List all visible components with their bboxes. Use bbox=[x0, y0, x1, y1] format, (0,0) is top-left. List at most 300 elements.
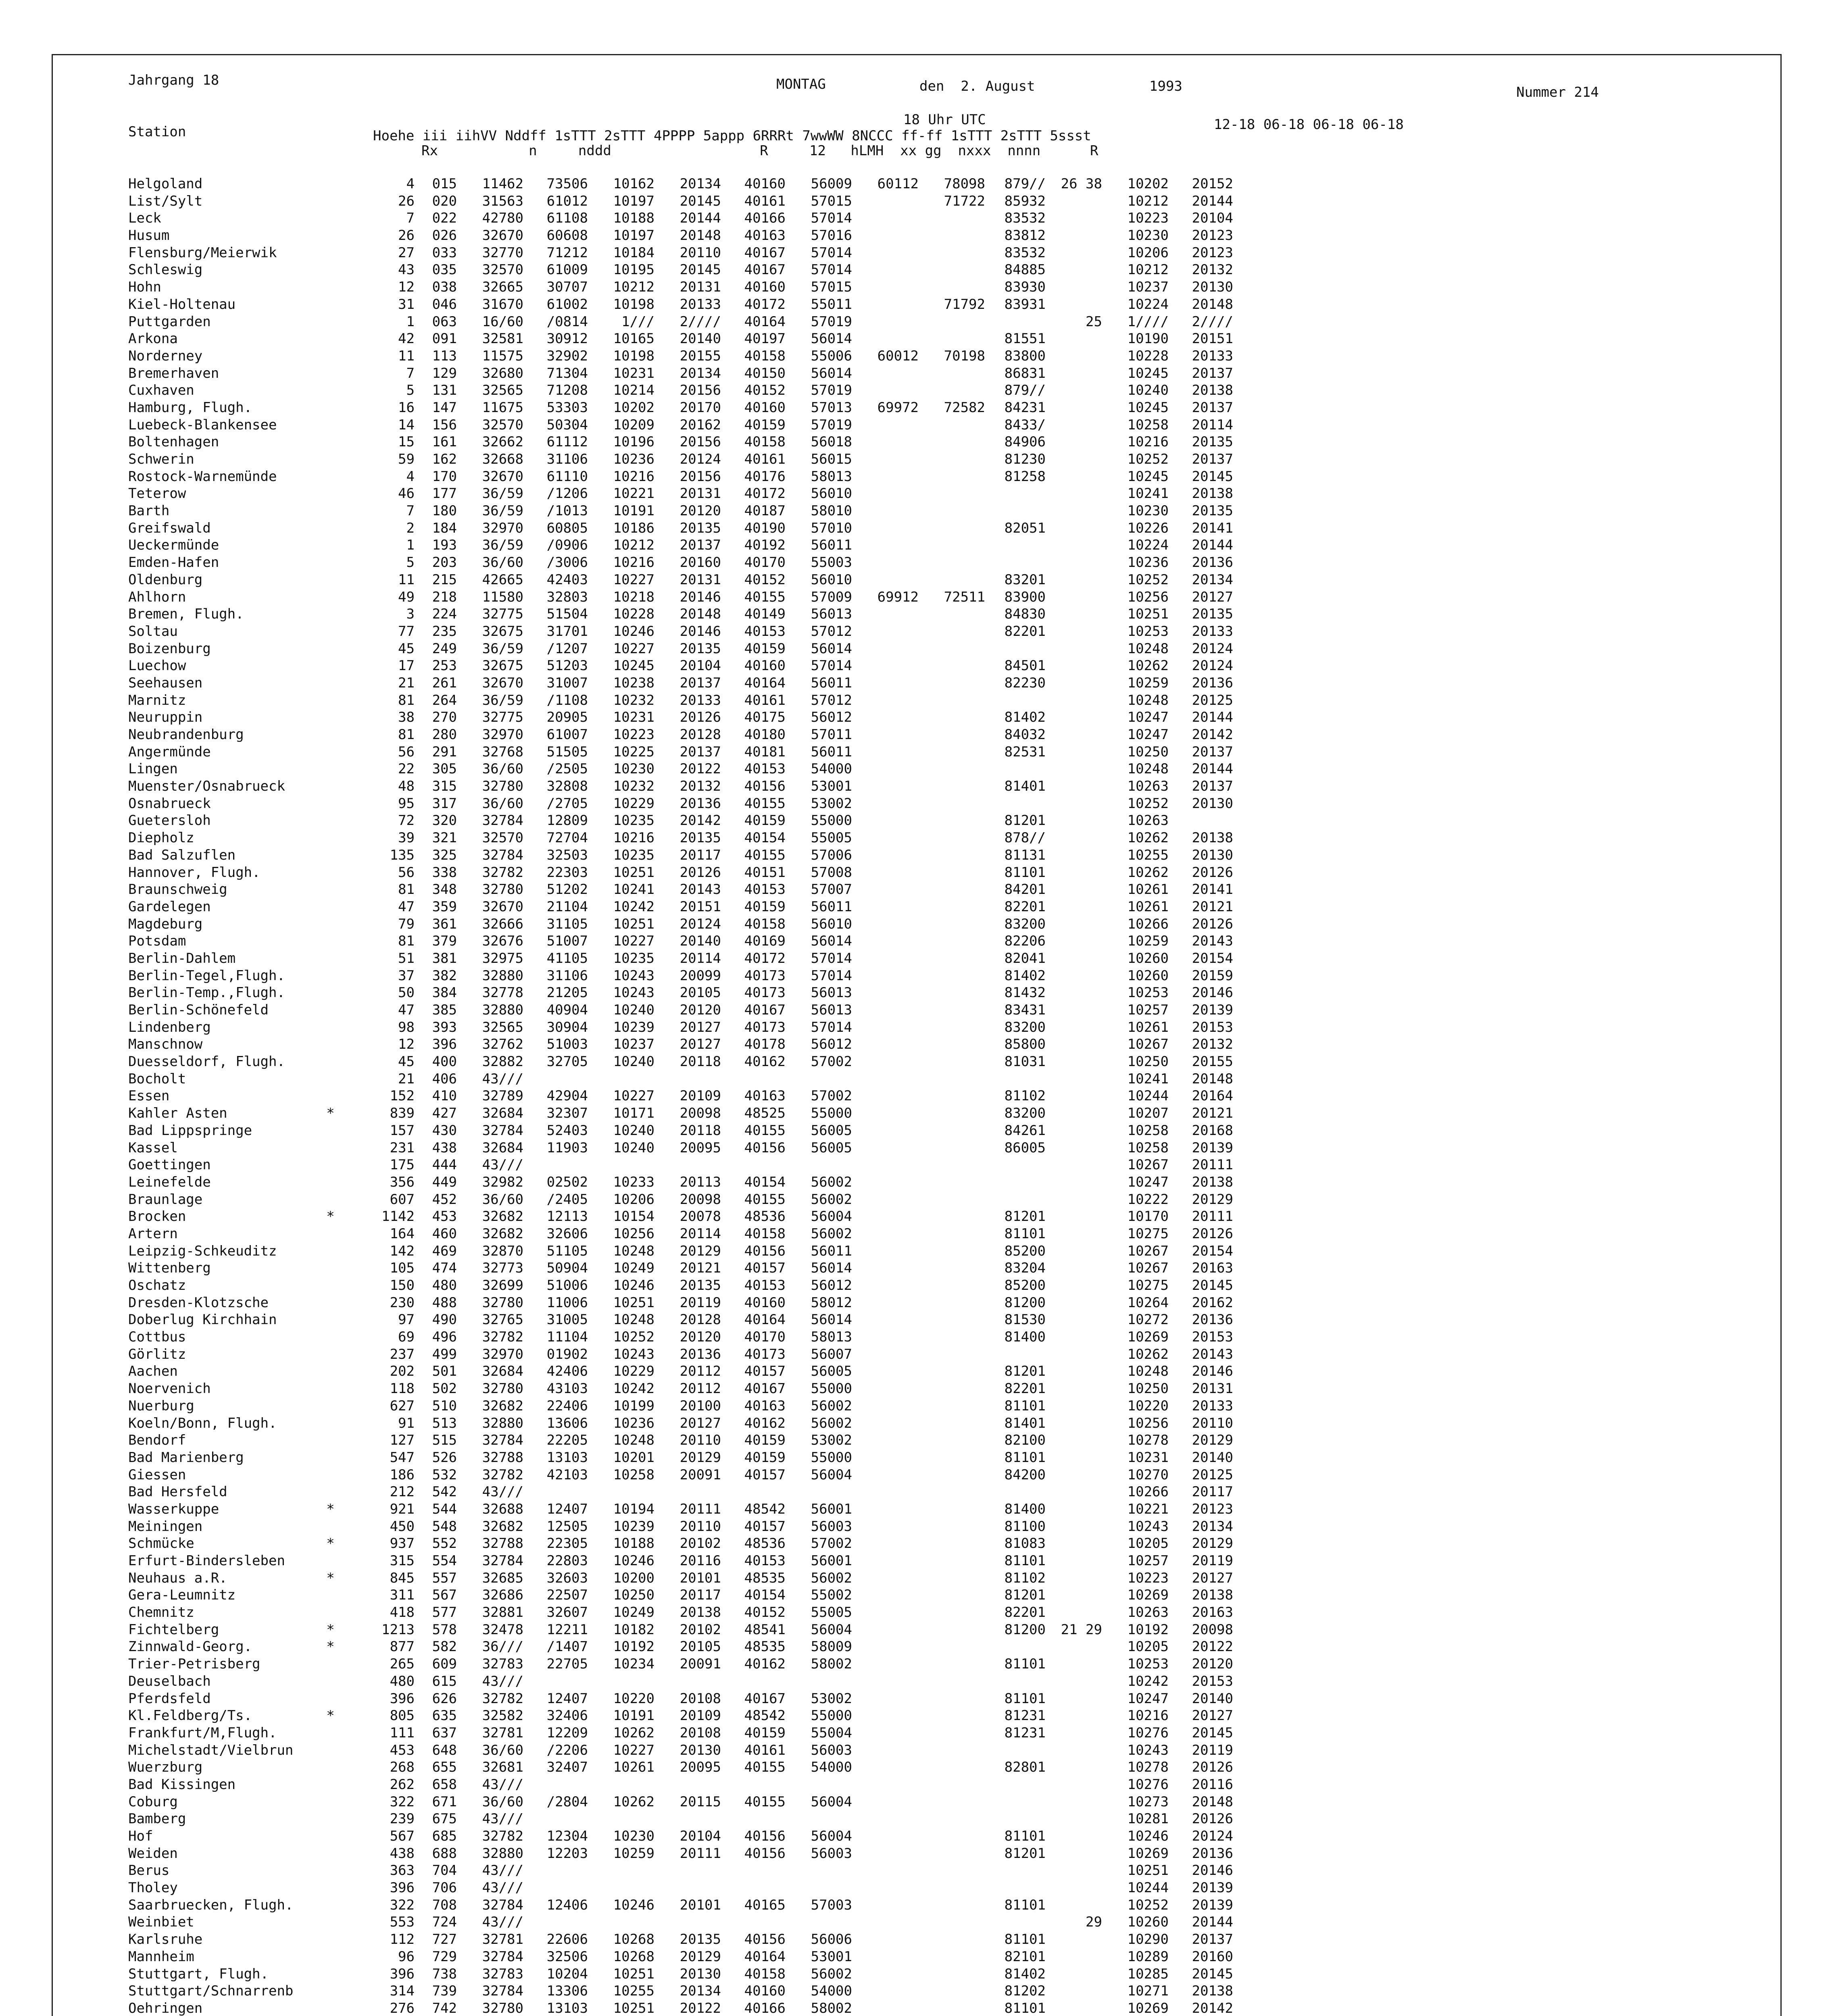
group-2sttt-06: 20129 bbox=[1192, 1432, 1233, 1449]
station-index: 170 bbox=[432, 468, 457, 485]
station-name: Braunschweig bbox=[128, 881, 227, 898]
group-8nccc: 81101 bbox=[1004, 1828, 1046, 1844]
group-5appp: 56009 bbox=[811, 176, 852, 192]
station-name: Nuerburg bbox=[128, 1397, 194, 1414]
group-1sttt-06: 10258 bbox=[1127, 1122, 1169, 1139]
table-row bbox=[128, 520, 1233, 537]
group-1sttt: 10214 bbox=[613, 382, 654, 399]
group-5appp: 57019 bbox=[811, 313, 852, 330]
table-row bbox=[128, 847, 1233, 864]
group-7wwww: 78098 bbox=[944, 176, 985, 192]
group-1sttt-06: 10212 bbox=[1127, 193, 1169, 209]
group-iihvv: 32565 bbox=[482, 1019, 523, 1035]
table-row bbox=[128, 1587, 1233, 1604]
station-elevation: 265 bbox=[390, 1656, 415, 1672]
group-1sttt-06: 1//// bbox=[1127, 313, 1169, 330]
group-iihvv: 32686 bbox=[482, 1587, 523, 1604]
group-nddff: 12113 bbox=[546, 1208, 588, 1225]
group-iihvv: 11575 bbox=[482, 348, 523, 364]
station-index: 315 bbox=[432, 778, 457, 795]
station-name: Doberlug Kirchhain bbox=[128, 1312, 277, 1328]
group-1sttt: 10154 bbox=[613, 1208, 654, 1225]
station-name: Potsdam bbox=[128, 933, 186, 950]
group-6rrrt: 69972 bbox=[877, 399, 919, 416]
group-8nccc: 84201 bbox=[1004, 881, 1046, 898]
group-1sttt-06: 10285 bbox=[1127, 1966, 1169, 1982]
group-5appp: 57010 bbox=[811, 520, 852, 536]
group-iihvv: 32970 bbox=[482, 1346, 523, 1362]
table-row bbox=[128, 1260, 1233, 1277]
table-row bbox=[128, 175, 1233, 193]
group-2sttt-06: 20145 bbox=[1192, 1724, 1233, 1741]
station-name: Noervenich bbox=[128, 1381, 211, 1397]
group-2sttt: 20145 bbox=[680, 193, 721, 209]
group-1sttt-06: 10258 bbox=[1127, 417, 1169, 433]
group-iihvv: 36/60 bbox=[482, 554, 523, 571]
group-4pppp: 40173 bbox=[744, 1019, 786, 1035]
group-5appp: 57007 bbox=[811, 881, 852, 898]
station-index: 156 bbox=[432, 417, 457, 433]
group-5appp: 57002 bbox=[811, 1054, 852, 1070]
group-4pppp: 40157 bbox=[744, 1363, 786, 1380]
table-row bbox=[128, 365, 1233, 382]
group-2sttt: 20127 bbox=[680, 1036, 721, 1053]
group-2sttt: 20118 bbox=[680, 1054, 721, 1070]
group-iihvv: 32666 bbox=[482, 916, 523, 932]
group-5appp: 57011 bbox=[811, 727, 852, 743]
group-5appp: 57012 bbox=[811, 623, 852, 639]
station-elevation: 547 bbox=[390, 1449, 415, 1466]
group-5appp: 53002 bbox=[811, 795, 852, 812]
station-name: Husum bbox=[128, 227, 170, 244]
group-1sttt-06: 10221 bbox=[1127, 1501, 1169, 1517]
group-ff-ff: 25 bbox=[1086, 313, 1102, 330]
group-8nccc: 81031 bbox=[1004, 1054, 1046, 1070]
table-row bbox=[128, 1053, 1233, 1070]
group-1sttt-06: 10289 bbox=[1127, 1948, 1169, 1965]
group-5appp: 54000 bbox=[811, 1759, 852, 1776]
group-iihvv: 32982 bbox=[482, 1174, 523, 1190]
group-2sttt: 20133 bbox=[680, 296, 721, 312]
group-1sttt-06: 10267 bbox=[1127, 1243, 1169, 1259]
station-name: Kl.Feldberg/Ts. * bbox=[128, 1708, 335, 1724]
group-1sttt-06: 10252 bbox=[1127, 1897, 1169, 1913]
group-1sttt-06: 10248 bbox=[1127, 640, 1169, 657]
group-2sttt-06: 20138 bbox=[1192, 1587, 1233, 1604]
station-name: Neuhaus a.R. * bbox=[128, 1570, 335, 1586]
group-iihvv: 32773 bbox=[482, 1260, 523, 1277]
group-2sttt: 20138 bbox=[680, 1604, 721, 1621]
station-elevation: 322 bbox=[390, 1793, 415, 1810]
group-2sttt-06: 20136 bbox=[1192, 554, 1233, 571]
table-row bbox=[128, 709, 1233, 726]
group-2sttt-06: 20122 bbox=[1192, 1639, 1233, 1655]
station-index: 427 bbox=[432, 1105, 457, 1122]
group-8nccc: 81401 bbox=[1004, 1415, 1046, 1431]
station-name: Bremerhaven bbox=[128, 365, 219, 381]
group-1sttt-06: 10267 bbox=[1127, 1036, 1169, 1053]
group-1sttt-06: 10240 bbox=[1127, 382, 1169, 399]
station-name: Schwerin bbox=[128, 451, 194, 467]
station-name: Bocholt bbox=[128, 1070, 186, 1087]
group-2sttt-06: 20154 bbox=[1192, 950, 1233, 966]
table-row bbox=[128, 1897, 1233, 1914]
group-nddff: 12809 bbox=[546, 812, 588, 829]
group-1sttt-06: 10223 bbox=[1127, 1570, 1169, 1586]
group-1sttt: 10240 bbox=[613, 1122, 654, 1139]
group-1sttt-06: 10258 bbox=[1127, 1139, 1169, 1156]
column-header-line1: Hoehe iii iihVV Nddff 1sTTT 2sTTT 4PPPP 5appp 6RRRt 7wwWW 8NCCC ff-ff 1sTTT 2sTTT 5ssst bbox=[373, 128, 1091, 144]
group-4pppp: 40156 bbox=[744, 1139, 786, 1156]
group-2sttt: 20116 bbox=[680, 1553, 721, 1569]
group-iihvv: 32682 bbox=[482, 1208, 523, 1225]
group-iihvv: 32783 bbox=[482, 1966, 523, 1982]
station-header: Station bbox=[128, 124, 186, 140]
group-5appp: 55000 bbox=[811, 1105, 852, 1122]
group-4pppp: 40156 bbox=[744, 778, 786, 795]
station-index: 515 bbox=[432, 1432, 457, 1449]
station-index: 609 bbox=[432, 1656, 457, 1672]
group-2sttt: 20112 bbox=[680, 1363, 721, 1380]
group-4pppp: 40155 bbox=[744, 1793, 786, 1810]
group-2sttt-06: 20139 bbox=[1192, 1139, 1233, 1156]
station-elevation: 127 bbox=[390, 1432, 415, 1449]
group-4pppp: 40149 bbox=[744, 606, 786, 623]
station-elevation: 1 bbox=[406, 313, 415, 330]
group-2sttt-06: 20138 bbox=[1192, 382, 1233, 399]
station-index: 379 bbox=[432, 933, 457, 950]
group-1sttt: 10230 bbox=[613, 761, 654, 777]
group-7wwww: 71722 bbox=[944, 193, 985, 209]
station-index: 338 bbox=[432, 864, 457, 881]
group-4pppp: 40187 bbox=[744, 503, 786, 519]
group-8nccc: 85800 bbox=[1004, 1036, 1046, 1053]
station-name: Schmücke * bbox=[128, 1535, 335, 1552]
group-iihvv: 43/// bbox=[482, 1811, 523, 1827]
group-5appp: 56013 bbox=[811, 606, 852, 623]
group-iihvv: 32768 bbox=[482, 744, 523, 760]
station-elevation: 12 bbox=[398, 1036, 415, 1053]
station-elevation: 845 bbox=[390, 1570, 415, 1586]
station-name: Greifswald bbox=[128, 520, 211, 536]
group-1sttt: 10216 bbox=[613, 468, 654, 485]
group-iihvv: 32765 bbox=[482, 1312, 523, 1328]
group-iihvv: 32782 bbox=[482, 1466, 523, 1483]
group-1sttt: 10238 bbox=[613, 675, 654, 691]
group-2sttt-06: 20163 bbox=[1192, 1260, 1233, 1277]
group-2sttt-06: 20139 bbox=[1192, 1897, 1233, 1913]
group-nddff: 32803 bbox=[546, 589, 588, 605]
group-2sttt-06: 20125 bbox=[1192, 1466, 1233, 1483]
table-row bbox=[128, 606, 1233, 623]
table-row bbox=[128, 1638, 1233, 1656]
group-2sttt: 20110 bbox=[680, 1518, 721, 1535]
station-elevation: 51 bbox=[398, 950, 415, 966]
station-name: Schleswig bbox=[128, 262, 203, 278]
group-1sttt: 10202 bbox=[613, 399, 654, 416]
group-nddff: 11104 bbox=[546, 1329, 588, 1345]
group-nddff: 13103 bbox=[546, 1449, 588, 1466]
group-2sttt: 20145 bbox=[680, 262, 721, 278]
volume-label: Jahrgang 18 bbox=[128, 72, 219, 88]
station-index: 305 bbox=[432, 761, 457, 777]
station-name: Leinefelde bbox=[128, 1174, 211, 1190]
group-1sttt: 10231 bbox=[613, 365, 654, 381]
group-4pppp: 40170 bbox=[744, 1329, 786, 1345]
group-nddff: 11903 bbox=[546, 1139, 588, 1156]
group-nddff: 51105 bbox=[546, 1243, 588, 1259]
group-iihvv: 32680 bbox=[482, 365, 523, 381]
utc-label: 18 Uhr UTC bbox=[903, 112, 986, 128]
group-iihvv: 32783 bbox=[482, 1656, 523, 1672]
group-5appp: 56003 bbox=[811, 1518, 852, 1535]
station-index: 704 bbox=[432, 1862, 457, 1879]
table-row bbox=[128, 1070, 1233, 1088]
group-1sttt: 10261 bbox=[613, 1759, 654, 1776]
table-row bbox=[128, 950, 1233, 967]
group-4pppp: 40155 bbox=[744, 795, 786, 812]
station-name: Bad Hersfeld bbox=[128, 1484, 227, 1500]
group-1sttt: 10249 bbox=[613, 1604, 654, 1621]
station-elevation: 47 bbox=[398, 898, 415, 915]
group-2sttt-06: 20160 bbox=[1192, 1948, 1233, 1965]
station-index: 738 bbox=[432, 1966, 457, 1982]
table-row bbox=[128, 1139, 1233, 1157]
group-1sttt: 10194 bbox=[613, 1501, 654, 1517]
group-2sttt: 20131 bbox=[680, 485, 721, 502]
group-1sttt-06: 10259 bbox=[1127, 675, 1169, 691]
group-1sttt: 10245 bbox=[613, 658, 654, 674]
station-index: 280 bbox=[432, 727, 457, 743]
group-4pppp: 40192 bbox=[744, 537, 786, 554]
station-name: Diepholz bbox=[128, 830, 194, 846]
group-2sttt: 20109 bbox=[680, 1088, 721, 1104]
group-2sttt-06: 20146 bbox=[1192, 1862, 1233, 1879]
group-1sttt: 10191 bbox=[613, 1708, 654, 1724]
group-4pppp: 40158 bbox=[744, 916, 786, 932]
group-iihvv: 11462 bbox=[482, 176, 523, 192]
group-1sttt: 10235 bbox=[613, 950, 654, 966]
table-row bbox=[128, 623, 1233, 640]
group-1sttt: 10240 bbox=[613, 1002, 654, 1018]
station-name: Görlitz bbox=[128, 1346, 186, 1362]
group-5appp: 56014 bbox=[811, 365, 852, 381]
group-1sttt: 10236 bbox=[613, 451, 654, 467]
group-1sttt-06: 10243 bbox=[1127, 1742, 1169, 1758]
group-2sttt: 20134 bbox=[680, 365, 721, 381]
station-index: 147 bbox=[432, 399, 457, 416]
group-4pppp: 40155 bbox=[744, 1122, 786, 1139]
group-5appp: 56003 bbox=[811, 1845, 852, 1862]
group-nddff: /2405 bbox=[546, 1191, 588, 1208]
group-nddff: 12304 bbox=[546, 1828, 588, 1844]
group-2sttt: 20117 bbox=[680, 847, 721, 863]
group-5appp: 56010 bbox=[811, 485, 852, 502]
station-index: 635 bbox=[432, 1708, 457, 1724]
group-iihvv: 32882 bbox=[482, 1054, 523, 1070]
group-2sttt-06: 20143 bbox=[1192, 1346, 1233, 1362]
group-1sttt: 10198 bbox=[613, 296, 654, 312]
group-4pppp: 40153 bbox=[744, 623, 786, 639]
group-1sttt-06: 10253 bbox=[1127, 623, 1169, 639]
group-5appp: 56014 bbox=[811, 933, 852, 950]
group-1sttt-06: 10269 bbox=[1127, 2000, 1169, 2016]
station-elevation: 453 bbox=[390, 1742, 415, 1758]
group-nddff: 73506 bbox=[546, 176, 588, 192]
group-1sttt: 10239 bbox=[613, 1518, 654, 1535]
group-8nccc: 81102 bbox=[1004, 1088, 1046, 1104]
group-1sttt-06: 10230 bbox=[1127, 227, 1169, 244]
group-1sttt-06: 10170 bbox=[1127, 1208, 1169, 1225]
group-8nccc: 81200 bbox=[1004, 1294, 1046, 1311]
group-8nccc: 81200 bbox=[1004, 1621, 1046, 1638]
group-2sttt-06: 20129 bbox=[1192, 1535, 1233, 1552]
station-elevation: 937 bbox=[390, 1535, 415, 1552]
group-nddff: 30707 bbox=[546, 279, 588, 296]
group-nddff: 01902 bbox=[546, 1346, 588, 1362]
group-2sttt-06: 20121 bbox=[1192, 1105, 1233, 1122]
group-5appp: 56013 bbox=[811, 985, 852, 1001]
station-index: 203 bbox=[432, 554, 457, 571]
group-iihvv: 32782 bbox=[482, 1828, 523, 1844]
group-1sttt-06: 10269 bbox=[1127, 1329, 1169, 1345]
group-1sttt: 10235 bbox=[613, 812, 654, 829]
station-name: Weiden bbox=[128, 1845, 178, 1862]
group-5appp: 57009 bbox=[811, 589, 852, 605]
group-8nccc: 81402 bbox=[1004, 709, 1046, 726]
station-name: Magdeburg bbox=[128, 916, 203, 932]
station-index: 637 bbox=[432, 1724, 457, 1741]
station-elevation: 12 bbox=[398, 279, 415, 296]
station-index: 582 bbox=[432, 1639, 457, 1655]
station-index: 113 bbox=[432, 348, 457, 364]
group-nddff: 42904 bbox=[546, 1088, 588, 1104]
group-8nccc: 81101 bbox=[1004, 1931, 1046, 1948]
group-8nccc: 81201 bbox=[1004, 812, 1046, 829]
station-name: Leipzig-Schkeuditz bbox=[128, 1243, 277, 1259]
group-1sttt: 10212 bbox=[613, 279, 654, 296]
group-5appp: 57019 bbox=[811, 382, 852, 399]
station-index: 320 bbox=[432, 812, 457, 829]
group-4pppp: 40156 bbox=[744, 1828, 786, 1844]
group-2sttt: 20110 bbox=[680, 244, 721, 261]
group-1sttt: 10229 bbox=[613, 1363, 654, 1380]
table-row bbox=[128, 778, 1233, 795]
group-4pppp: 40160 bbox=[744, 279, 786, 296]
table-row bbox=[128, 1087, 1233, 1105]
group-nddff: 32407 bbox=[546, 1759, 588, 1776]
group-nddff: 30912 bbox=[546, 331, 588, 347]
group-1sttt: 10235 bbox=[613, 847, 654, 863]
group-1sttt: 10192 bbox=[613, 1639, 654, 1655]
group-8nccc: 81083 bbox=[1004, 1535, 1046, 1552]
table-row bbox=[128, 1019, 1233, 1036]
group-ff-ff: 21 29 bbox=[1061, 1621, 1102, 1638]
station-index: 264 bbox=[432, 692, 457, 708]
group-2sttt: 20156 bbox=[680, 468, 721, 485]
group-2sttt: 20129 bbox=[680, 1243, 721, 1259]
station-index: 708 bbox=[432, 1897, 457, 1913]
group-2sttt-06: 20137 bbox=[1192, 744, 1233, 760]
group-nddff: 12505 bbox=[546, 1518, 588, 1535]
station-index: 261 bbox=[432, 675, 457, 691]
group-6rrrt: 60012 bbox=[877, 348, 919, 364]
station-name: Berlin-Dahlem bbox=[128, 950, 236, 966]
station-elevation: 356 bbox=[390, 1174, 415, 1190]
table-row bbox=[128, 1724, 1233, 1742]
station-name: Aachen bbox=[128, 1363, 178, 1380]
group-iihvv: 36/59 bbox=[482, 692, 523, 708]
group-8nccc: 879// bbox=[1004, 176, 1046, 192]
station-index: 410 bbox=[432, 1088, 457, 1104]
station-name: Teterow bbox=[128, 485, 186, 502]
group-2sttt: 20126 bbox=[680, 709, 721, 726]
group-2sttt-06: 20137 bbox=[1192, 1931, 1233, 1948]
table-row bbox=[128, 881, 1233, 898]
group-1sttt-06: 10247 bbox=[1127, 709, 1169, 726]
group-iihvv: 36/59 bbox=[482, 537, 523, 554]
group-1sttt-06: 10192 bbox=[1127, 1621, 1169, 1638]
group-2sttt-06: 20137 bbox=[1192, 778, 1233, 795]
group-8nccc: 81101 bbox=[1004, 1553, 1046, 1569]
group-2sttt: 20143 bbox=[680, 881, 721, 898]
group-nddff: 61012 bbox=[546, 193, 588, 209]
table-row bbox=[128, 1914, 1233, 1931]
table-row bbox=[128, 640, 1233, 658]
group-8nccc: 83930 bbox=[1004, 279, 1046, 296]
group-2sttt: 20129 bbox=[680, 1948, 721, 1965]
station-name: Guetersloh bbox=[128, 812, 211, 829]
station-index: 224 bbox=[432, 606, 457, 623]
station-index: 552 bbox=[432, 1535, 457, 1552]
group-8nccc: 82206 bbox=[1004, 933, 1046, 950]
group-6rrrt: 60112 bbox=[877, 176, 919, 192]
station-elevation: 418 bbox=[390, 1604, 415, 1621]
group-iihvv: 32780 bbox=[482, 1294, 523, 1311]
group-1sttt: 10243 bbox=[613, 967, 654, 984]
station-index: 729 bbox=[432, 1948, 457, 1965]
group-4pppp: 40154 bbox=[744, 1174, 786, 1190]
group-1sttt: 10262 bbox=[613, 1724, 654, 1741]
station-name: Seehausen bbox=[128, 675, 203, 691]
station-elevation: 396 bbox=[390, 1880, 415, 1896]
station-name: Cuxhaven bbox=[128, 382, 194, 399]
group-1sttt: 10216 bbox=[613, 554, 654, 571]
station-index: 022 bbox=[432, 210, 457, 227]
group-5appp: 56004 bbox=[811, 1621, 852, 1638]
group-2sttt: 20115 bbox=[680, 1793, 721, 1810]
station-name: Tholey bbox=[128, 1880, 178, 1896]
group-4pppp: 40157 bbox=[744, 1466, 786, 1483]
group-nddff: 51203 bbox=[546, 658, 588, 674]
group-nddff: 12407 bbox=[546, 1501, 588, 1517]
group-2sttt: 20110 bbox=[680, 1432, 721, 1449]
group-4pppp: 40162 bbox=[744, 1054, 786, 1070]
group-iihvv: 32675 bbox=[482, 623, 523, 639]
group-5appp: 56003 bbox=[811, 1742, 852, 1758]
group-2sttt: 20099 bbox=[680, 967, 721, 984]
group-nddff: 12407 bbox=[546, 1690, 588, 1707]
group-5appp: 58012 bbox=[811, 1294, 852, 1311]
group-2sttt-06: 20151 bbox=[1192, 331, 1233, 347]
group-nddff: 31106 bbox=[546, 451, 588, 467]
station-elevation: 135 bbox=[390, 847, 415, 863]
group-5appp: 56014 bbox=[811, 1260, 852, 1277]
group-8nccc: 81102 bbox=[1004, 1570, 1046, 1586]
group-1sttt: 10216 bbox=[613, 830, 654, 846]
group-2sttt: 20112 bbox=[680, 1381, 721, 1397]
group-8nccc: 85200 bbox=[1004, 1243, 1046, 1259]
